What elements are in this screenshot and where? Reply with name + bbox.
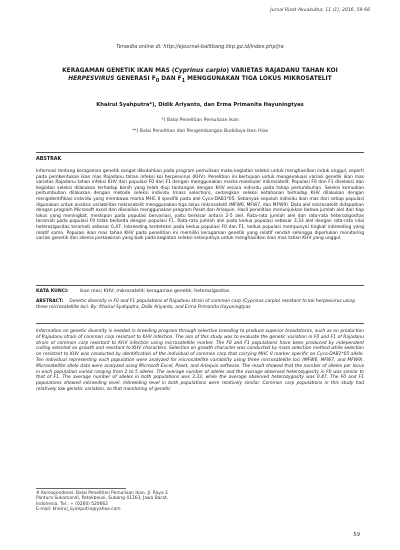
title-part: KERAGAMAN GENETIK IKAN MAS ( [62, 68, 175, 74]
divider [36, 323, 364, 324]
affiliation: **) Balai Penelitian dan Pengembangan Budidaya Ikan Hias [131, 129, 269, 134]
footnote-line: Pantura Sukamandi, Patokbeusi, Subang 41263, Jawa Barat, [36, 496, 169, 502]
availability-line: Tersedia online di: http://ejournal-balitbang.kkp.go.id/index.php/jra [116, 44, 284, 50]
article-title [30, 67, 370, 86]
author-list: Khairul Syahputra*), Didik Ariyanto, dan Erma Primanita Hayuningtyas [96, 102, 304, 108]
title-subscript: 1 [181, 79, 186, 85]
title-species: Cyprinus carpio [174, 68, 227, 74]
keywords [36, 289, 364, 294]
journal-reference: Jurnal Riset Akuakultur, 11 (1), 2016, 59-66 [270, 8, 370, 13]
title-virus: HERPESVIRUS [68, 76, 115, 82]
keywords-text: ikan mas; KHV; mikrosatelit; keragaman genetik; heterozigositas [80, 289, 230, 294]
footnote-line: # Korespondensi: Balai Penelitian Pemuliaan Ikan. Jl. Raya 2 [36, 491, 168, 496]
divider [36, 285, 364, 286]
footnote-divider [36, 488, 126, 489]
divider [36, 152, 364, 153]
abstrak-body: Informasi tentang keragaman genetik sangat dibutuhkan pada program pemuliaan maka kegiatan seleksi untuk menghasilkan induk unggul, seperti pada pembentukan ikan mas Rajadanu tahan infeksi koi herpesvirus (KHV). Penelitian ini bertujuan untuk mengevaluasi variasi genetik ikan mas varietas Rajadanu tahan infeksi KHV dari populasi F0 dan F1 dengan menggunakan marka molekuler mikrosatelit. Populasi F0 dan F1 diseleksi dan kegiatan seleksi dilakukan terhadap benih yang telah diuji tantangan dengan KHV secara individu pada tahap pertumbuhan. Seleksi kemudian pertumbuhan dilakukan dengan metode seleksi individu (mass selection), sedangkan seleksi ketahanan terhadap KHV dilakukan dengan mengidentifikasi individu yang membawa marka MHC II spesifik pada alel Cyca-DAB1*05. Sebanyak sepuluh individu ikan mas dari setiap populasi digunakan untuk analisis variabilitas mikrosatelit menggunakan tiga lokus mikrosatelit (MFW6, MFW7, dan MFW9). Data alel mikrosatelit didapatkan dengan program Microsoft excel dan dianalisis menggunakan program Poset dan Arlequin. Hasil penelitian menunjukkan bahwa jumlah alel dari tiap lokus yang meningkat, meskipun pada populasi bervariasi, yaitu berkisar antara 2-5 alel. Rata-rata jumlah alel dan rata-rata heterozigositas teramati pada populasi F0 tidak berbeda dengan populasi F1. Rata-rata jumlah alel pada kedua populasi sebesar 3,33 alel dengan rata-rata nilai heterozigositas teramati sebesar 0,47. Inbreeding terdeteksi pada kedua populasi F0 dan F1, kedua populasi mempunyai tingkat inbreeding yang relatif sama. Populasi ikan mas tahan KHV pada penelitian ini memiliki keragaman genetik yang relatif rendah sehingga diperlukan monitoring variasi genetik dan skema perkawinan yang baik pada kegiatan seleksi selanjutnya untuk menghasilkan ikan mas tahan KHV yang unggul. [36, 169, 364, 242]
keywords-label: KATA KUNCI: [36, 289, 69, 294]
page-number: 59 [353, 532, 360, 538]
title-part: GENERASI F [114, 76, 156, 82]
title-part: DAN F [159, 76, 182, 82]
abstract-heading [36, 299, 364, 311]
title-subscript: 0 [155, 79, 160, 85]
abstract-body: Information on genetic diversity is needed in breeding program through selective breeding to produce superior broodstocks, such as on production of Rajadanu strain of common carp resistant to KHV infection. The aim of this study was to evaluate the genetic variation in F0 and F1 of Rajadanu strain of common carp resistant to KHV infection using microsatellite marker. The F0 and F1 populations have been produced by independent culling selected on growth and resistant to KHV characters. Selection on growth character was conducted by mass selection method while selection on resistant to KHV was conducted by identification of the individual of common carp that carrying MHC II marker specific on Cyca-DAB1*05 allele. Ten individual representing each population were analyzed for microsatellite variability using three microsatellite loci (MFW6, MFW7, and MFW9). Microsatellite allele data were analyzed using Microsoft Excel, Poset, and Arlequin software. The result showed that the number of alleles per locus in each population varied ranging from 2 to 5 alleles. The average number of alleles and the average observed heterozygosity in F0 was similar to that of F1. The average number of alleles in both populations was 3.33, while the average observed heterozygosity was 0.47. The F0 and F1 populations showed inbreeding level. Inbreeding level in both populations were relatively similar. Common carp populations in this study had relatively low genetic variation, so that monitoring of genetic [36, 329, 364, 392]
abstrak-heading: ABSTRAK [36, 157, 62, 162]
title-part: ) VARIETAS RAJADANU TAHAN KOI [226, 68, 338, 74]
footnote-line: E-mail: khairul_syahputra@yahoo.com [36, 507, 121, 513]
abstract-label: ABSTRACT: [36, 299, 64, 304]
abstract-title: Genetic diversity in F0 and F1 populations of Rajadanu strain of common carp (Cyprinus carpio) resistant to koi herpesvirus using three microsatellite loci. By: Khairul Syahputra, Didik Ariyanto, and Erma Primanita Hayuningtyas [36, 299, 355, 310]
affiliation: *) Balai Penelitian Pemuliaan Ikan [161, 118, 239, 123]
correspondence-footnote [36, 491, 168, 513]
footnote-line: Indonesia. Tel.: + (0260) 520662 [36, 501, 108, 507]
title-part: MENGGUNAKAN TIGA LOKUS MIKROSATELIT [185, 76, 332, 82]
